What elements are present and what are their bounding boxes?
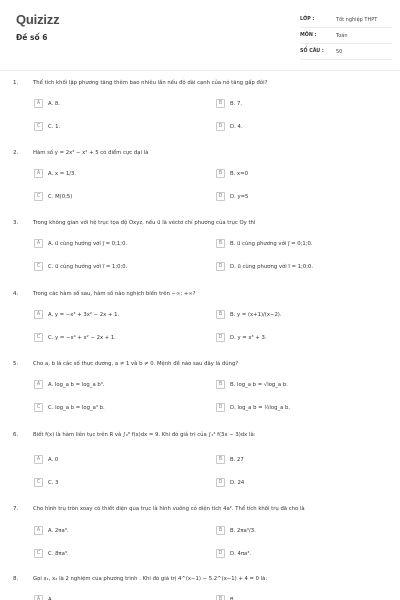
option-text: A. 2πa³. xyxy=(48,527,69,534)
option-text: B. log_a b = √log_a b. xyxy=(230,381,288,388)
option-c[interactable] xyxy=(34,332,116,343)
question-text: Cho hình trụ tròn xoay có thiết diện qua trục là hình vuông có diện tích 4a². Thể tích khối trụ đã cho là xyxy=(33,506,305,512)
option-text: C. log_a b = log_a³ b. xyxy=(48,404,105,411)
option-a[interactable] xyxy=(34,238,127,249)
option-letter-box: B xyxy=(216,310,225,319)
worksheet-header xyxy=(0,0,400,64)
option-b[interactable] xyxy=(216,98,242,109)
option-a[interactable] xyxy=(34,379,105,390)
question-number: 4. xyxy=(13,291,19,297)
question xyxy=(0,150,400,206)
question-number: 5. xyxy=(13,361,19,367)
option-b[interactable] xyxy=(216,594,235,600)
question xyxy=(0,576,400,600)
option-d[interactable] xyxy=(216,402,290,413)
option-letter-box: D xyxy=(216,549,225,558)
option-letter-box: A xyxy=(34,99,43,108)
header-divider xyxy=(0,70,400,71)
option-text: B. 27 xyxy=(230,456,244,463)
question-text: Cho a, b là các số thực dương, a ≠ 1 và b ≠ 0. Mệnh đề nào sau đây là đúng? xyxy=(33,361,239,367)
option-a[interactable] xyxy=(34,454,58,465)
option-c[interactable] xyxy=(34,548,69,559)
option-text: A. y = −x³ + 3x² − 2x + 1. xyxy=(48,311,120,318)
meta-row-count xyxy=(300,44,392,60)
option-letter-box: D xyxy=(216,403,225,412)
meta-key: SỐ CÂU : xyxy=(300,49,324,54)
option-b[interactable] xyxy=(216,168,248,179)
option-letter-box: D xyxy=(216,192,225,201)
option-letter-box: B xyxy=(216,239,225,248)
option-text: D. 4πa³. xyxy=(230,550,252,557)
option-letter-box: A xyxy=(34,239,43,248)
option-text: D. y=5 xyxy=(230,193,249,200)
option-text: C. u⃗ cùng hướng với i⃗ = 1;0;0. xyxy=(48,263,128,270)
option-d[interactable] xyxy=(216,121,243,132)
question-text: Thể tích khối lập phương tăng thêm bao nhiêu lần nếu độ dài cạnh của nó tăng gấp đôi? xyxy=(33,80,268,86)
option-letter-box: C xyxy=(34,192,43,201)
option-a[interactable] xyxy=(34,525,69,536)
option-text: A. x = 1/3. xyxy=(48,170,77,177)
option-letter-box: C xyxy=(34,478,43,487)
option-letter-box: C xyxy=(34,333,43,342)
option-b[interactable] xyxy=(216,454,244,465)
question xyxy=(0,506,400,562)
meta-key: MÔN : xyxy=(300,33,317,38)
option-d[interactable] xyxy=(216,261,313,272)
meta-key: LỚP : xyxy=(300,17,315,22)
question-number: 8. xyxy=(13,576,19,582)
question-text: Gọi x₁, x₂ là 2 nghiệm của phương trình . Khi đó giá trị 4^(x−1) − 5.2^(x−1) + 4 = 0 là: xyxy=(33,576,268,582)
option-letter-box: C xyxy=(34,403,43,412)
question-number: 7. xyxy=(13,506,19,512)
option-text: C. 1. xyxy=(48,123,61,130)
meta-table xyxy=(300,12,392,60)
question-number: 6. xyxy=(13,432,19,438)
question xyxy=(0,432,400,488)
option-d[interactable] xyxy=(216,332,267,343)
option-text: A. 0 xyxy=(48,456,59,463)
question xyxy=(0,80,400,136)
option-a[interactable] xyxy=(34,98,60,109)
meta-row-subject xyxy=(300,28,392,44)
question-text: Trong các hàm số sau, hàm số nào nghịch biến trên −∞; +∞? xyxy=(33,291,196,297)
option-text: C. 8πa³. xyxy=(48,550,69,557)
option-letter-box: D xyxy=(216,333,225,342)
meta-value: 50 xyxy=(336,48,343,55)
option-b[interactable] xyxy=(216,379,288,390)
option-c[interactable] xyxy=(34,261,127,272)
quizizz-logo: Quizizz xyxy=(16,12,60,27)
exam-title: Đề số 6 xyxy=(16,33,48,42)
option-text: B. y = (x+1)/(x−2). xyxy=(230,311,282,318)
option-letter-box: B xyxy=(216,455,225,464)
option-letter-box: D xyxy=(216,478,225,487)
question xyxy=(0,291,400,347)
option-text: C. M(0;5) xyxy=(48,193,73,200)
option-letter-box: A xyxy=(34,455,43,464)
option-c[interactable] xyxy=(34,477,58,488)
option-b[interactable] xyxy=(216,309,282,320)
option-c[interactable] xyxy=(34,191,72,202)
question-number: 3. xyxy=(13,220,19,226)
option-letter-box: A xyxy=(34,595,43,600)
option-text: A. log_a b = log_a b³. xyxy=(48,381,105,388)
option-c[interactable] xyxy=(34,402,105,413)
question xyxy=(0,220,400,276)
option-letter-box: B xyxy=(216,380,225,389)
option-letter-box: B xyxy=(216,99,225,108)
option-letter-box: D xyxy=(216,262,225,271)
option-text: D. 4. xyxy=(230,123,243,130)
question-text: Trong không gian với hệ trục tọa độ Oxyz, nếu u⃗ là véctơ chỉ phương của trục Oy thì xyxy=(33,220,256,226)
option-letter-box: A xyxy=(34,310,43,319)
option-text: A. xyxy=(48,596,54,600)
option-letter-box: B xyxy=(216,526,225,535)
option-d[interactable] xyxy=(216,548,251,559)
option-text: C. y = −x⁴ + x² − 2x + 1. xyxy=(48,334,116,341)
option-letter-box: B xyxy=(216,595,225,600)
option-letter-box: C xyxy=(34,122,43,131)
option-text: B. 2πa³/3. xyxy=(230,527,256,534)
option-text: A. 8. xyxy=(48,100,60,107)
question-text: Hàm số y = 2x³ − x² + 5 có điểm cực đại là xyxy=(33,150,149,156)
option-text: B. x=0 xyxy=(230,170,248,177)
question-text: Biết f(x) là hàm liên tục trên R và ∫₀⁹ f(x)dx = 9. Khi đó giá trị của ∫₁⁴ f(3x − 3)dx là: xyxy=(33,432,256,438)
question-number: 2. xyxy=(13,150,19,156)
option-letter-box: A xyxy=(34,380,43,389)
option-letter-box: A xyxy=(34,169,43,178)
option-text: B. u⃗ cùng phương với j⃗ = 0;1;0. xyxy=(230,240,313,247)
option-text: A. u⃗ cùng hướng với j⃗ = 0;1;0. xyxy=(48,240,128,247)
question xyxy=(0,361,400,417)
option-text: D. log_a b = ½log_a b. xyxy=(230,404,291,411)
option-b[interactable] xyxy=(216,525,256,536)
option-letter-box: D xyxy=(216,122,225,131)
option-a[interactable] xyxy=(34,168,76,179)
meta-row-class xyxy=(300,12,392,28)
option-d[interactable] xyxy=(216,477,244,488)
option-text: B. xyxy=(230,596,236,600)
option-a[interactable] xyxy=(34,594,53,600)
option-a[interactable] xyxy=(34,309,119,320)
question-number: 1. xyxy=(13,80,19,86)
option-text: D. u⃗ cùng phương với i⃗ = 1;0;0. xyxy=(230,263,314,270)
option-text: D. 24 xyxy=(230,479,245,486)
option-c[interactable] xyxy=(34,121,60,132)
option-letter-box: C xyxy=(34,549,43,558)
option-text: D. y = x³ + 3. xyxy=(230,334,267,341)
option-d[interactable] xyxy=(216,191,248,202)
meta-value: Toán xyxy=(336,32,348,39)
meta-value: Tốt nghiệp THPT xyxy=(336,16,378,23)
option-text: B. 7. xyxy=(230,100,243,107)
option-text: C. 3 xyxy=(48,479,59,486)
option-letter-box: C xyxy=(34,262,43,271)
option-letter-box: A xyxy=(34,526,43,535)
option-letter-box: B xyxy=(216,169,225,178)
option-b[interactable] xyxy=(216,238,313,249)
